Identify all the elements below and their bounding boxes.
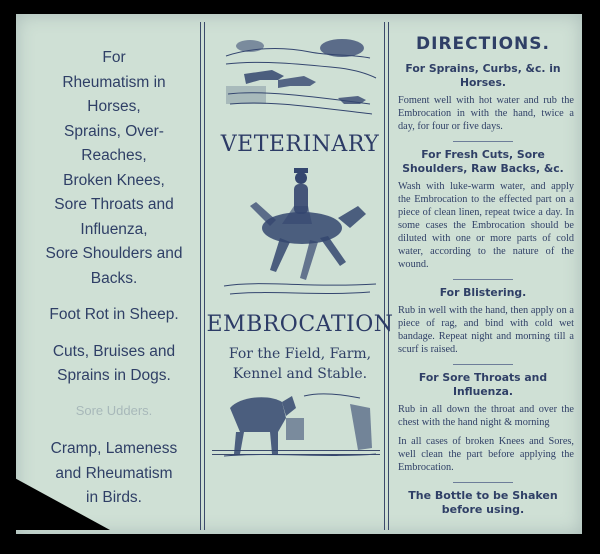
subtitle-line: Kennel and Stable. [232,366,368,382]
title-embrocation: EMBROCATION [206,312,394,337]
section-text: In all cases of broken Knees and Sores, well clean the part before applying the Embrocation. [398,436,574,473]
section-heading: For Fresh Cuts, Sore Shoulders, Raw Backs, &c. [402,148,564,175]
ailment-line: For [102,49,126,66]
ailment-line: Sore Shoulders and [45,245,183,262]
horse-ailments [20,46,208,291]
ailment-line: Sprains in Dogs. [57,367,171,384]
directions-title: DIRECTIONS. [416,34,550,54]
directions-panel [388,34,578,517]
ailment-line: Horses, [87,98,141,115]
faded-text: Sore Udders. [75,402,153,418]
ailment-line: Reaches, [81,147,147,164]
section-heading: For Sprains, Curbs, &c. in Horses. [405,62,561,89]
divider [453,482,513,483]
embrocation-label [16,14,582,534]
section-heading: For Sore Throats and Influenza. [418,371,548,398]
subtitle-line: For the Field, Farm, [228,346,372,362]
sheep-ailment: Foot Rot in Sheep. [49,306,179,323]
section-text: Rub in all down the throat and over the chest with the hand night & morning [398,404,574,428]
ailment-line: and Rheumatism [55,464,173,482]
ailment-line: Rheumatism in [62,73,166,91]
title-veterinary: VETERINARY [220,132,380,157]
shake-notice: The Bottle to be Shaken before using. [408,489,558,516]
dog-ailments [20,340,208,389]
subtitle [206,344,394,384]
torn-corner [0,470,110,530]
ailment-line: in Birds. [86,489,142,506]
section-text: Wash with luke-warm water, and apply the Embrocation to the effected part on a piece of clean linen, repeat twice a day. In some cases the Embrocation should be diluted with one or more parts of cold water, according to the nature of the wound. [398,181,574,270]
ailment-line: Cramp, Lameness [50,440,178,457]
ailment-line: Sprains, Over- [64,122,164,140]
ailment-line: Sore Throats and [54,196,174,213]
left-panel [20,46,208,523]
ailment-line: Influenza, [80,220,148,238]
section-heading: For Blistering. [439,286,527,299]
divider [453,141,513,142]
stable-animals-illustration [220,388,380,460]
divider [453,364,513,365]
section-text: Foment well with hot water and rub the Embrocation in with the hand, twice a day, for four or five days. [398,95,574,132]
ailment-line: Backs. [90,269,138,287]
hunting-hounds-illustration [220,34,380,118]
horse-rider-illustration [220,166,380,300]
divider [453,279,513,280]
ailment-line: Broken Knees, [63,171,165,189]
section-text: Rub in well with the hand, then apply on a piece of rag, and bind with cold wet bandage. Repeat night and morning till a scurf is raised. [398,305,574,355]
column-rule-right [384,22,385,530]
ailment-line: Cuts, Bruises and [52,342,176,360]
